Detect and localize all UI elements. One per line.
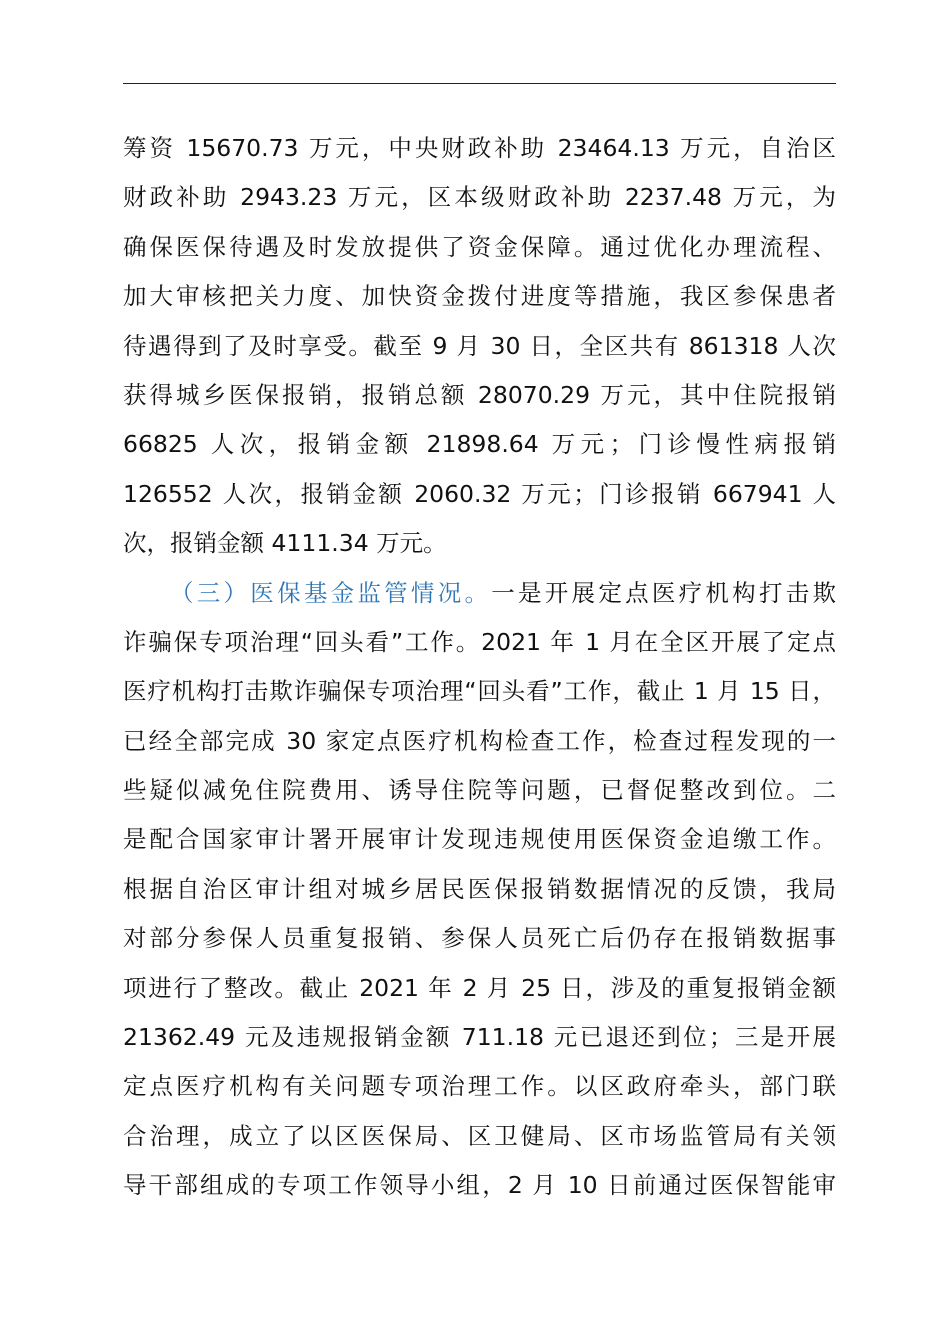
text-line: 待遇得到了及时享受。截至 9 月 30 日，全区共有 861318 人次 (123, 331, 836, 360)
text-line: 已经全部完成 30 家定点医疗机构检查工作，检查过程发现的一 (123, 726, 836, 755)
text-line: 次，报销金额 4111.34 万元。 (123, 529, 447, 558)
text-line: 财政补助 2943.23 万元，区本级财政补助 2237.48 万元，为 (123, 183, 836, 212)
text-line: 项进行了整改。截止 2021 年 2 月 25 日，涉及的重复报销金额 (123, 973, 836, 1002)
text-run: 一是开展定点医疗机构打击欺 (491, 578, 836, 607)
text-line: 66825 人次，报销金额 21898.64 万元；门诊慢性病报销 (123, 430, 836, 459)
text-line: 126552 人次，报销金额 2060.32 万元；门诊报销 667941 人 (123, 479, 836, 508)
text-line: 确保医保待遇及时发放提供了资金保障。通过优化办理流程、 (123, 232, 836, 261)
text-line: 诈骗保专项治理“回头看”工作。2021 年 1 月在全区开展了定点 (123, 627, 836, 656)
text-line: 获得城乡医保报销，报销总额 28070.29 万元，其中住院报销 (123, 380, 836, 409)
section-heading-line (123, 569, 836, 618)
text-line: 导干部组成的专项工作领导小组，2 月 10 日前通过医保智能审 (123, 1171, 836, 1200)
text-line: 定点医疗机构有关问题专项治理工作。以区政府牵头，部门联 (123, 1072, 836, 1101)
text-line: 合治理，成立了以区医保局、区卫健局、区市场监管局有关领 (123, 1121, 836, 1150)
body-text (123, 124, 836, 1211)
text-line: 根据自治区审计组对城乡居民医保报销数据情况的反馈，我局 (123, 874, 836, 903)
header-rule (123, 83, 836, 84)
text-line: 对部分参保人员重复报销、参保人员死亡后仍存在报销数据事 (123, 924, 836, 953)
text-line: 些疑似减免住院费用、诱导住院等问题，已督促整改到位。二 (123, 776, 836, 805)
section-heading: （三）医保基金监管情况。 (170, 578, 492, 607)
text-line: 21362.49 元及违规报销金额 711.18 元已退还到位；三是开展 (123, 1023, 836, 1052)
text-line: 加大审核把关力度、加快资金拨付进度等措施，我区参保患者 (123, 282, 836, 311)
text-line: 筹资 15670.73 万元，中央财政补助 23464.13 万元，自治区 (123, 134, 836, 162)
text-line: 医疗机构打击欺诈骗保专项治理“回头看”工作，截止 1 月 15 日， (123, 677, 836, 706)
text-line: 是配合国家审计署开展审计发现违规使用医保资金追缴工作。 (123, 825, 836, 854)
